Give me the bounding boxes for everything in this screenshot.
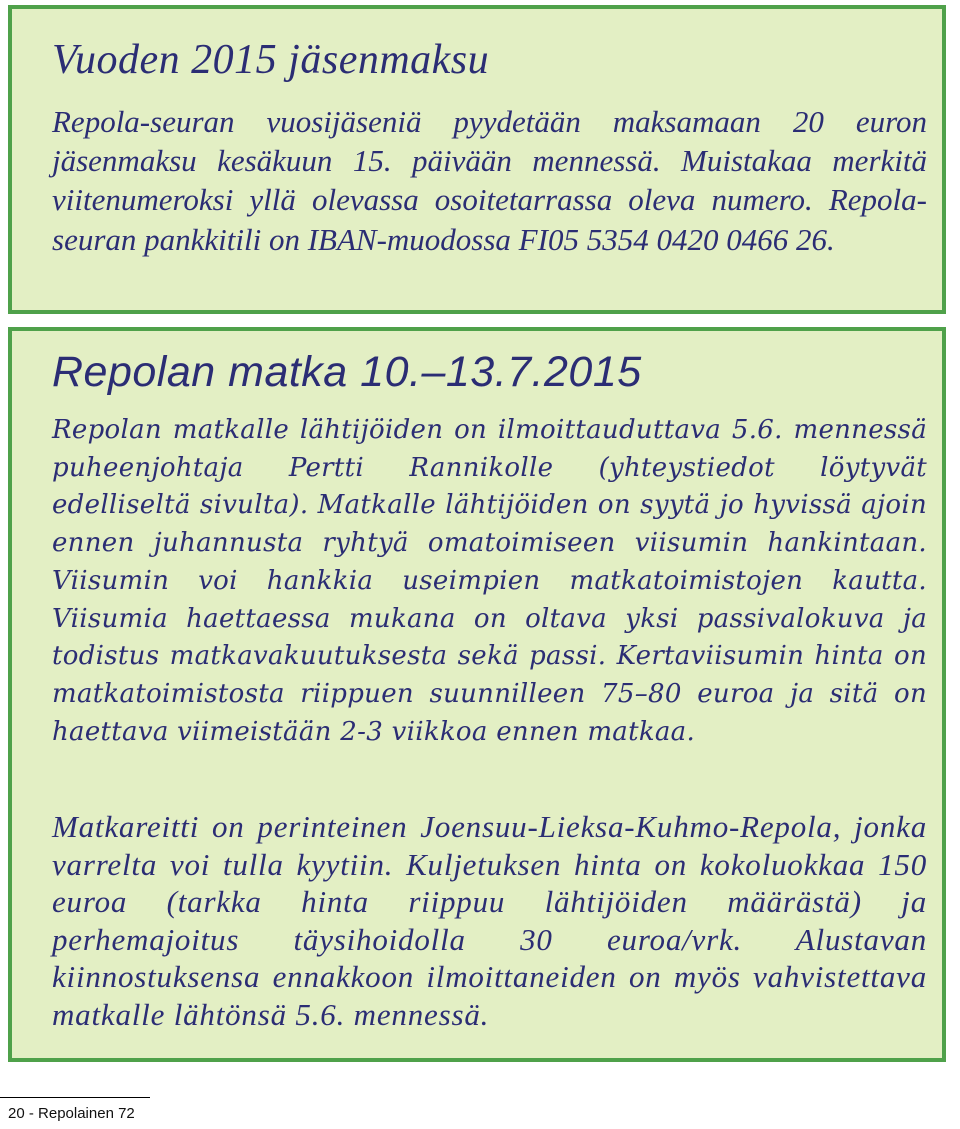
page-footer: 20 - Repolainen 72 [8,1105,135,1122]
membership-fee-title: Vuoden 2015 jäsenmaksu [52,37,490,83]
footer-divider [0,1097,150,1098]
membership-fee-box [8,5,946,314]
repola-trip-box [8,327,946,1062]
repola-trip-registration-text: Repolan matkalle lähtijöiden on ilmoittauduttava 5.6. mennessä puheenjohtaja Pertti Rannikolle (yhteystiedot löytyvät edelliseltä sivulta). Matkalle lähtijöiden on syytä jo hyvissä ajoin ennen juhannusta ryhtyä omatoimiseen viisumin hankintaan. Viisumin voi hankkia useimpien matkatoimistojen kautta. Viisumia haettaessa mukana on oltava yksi passivalokuva ja todistus matkavakuutuksesta sekä passi. Kertaviisumin hinta on matkatoimistosta riippuen suunnilleen 75–80 euroa ja sitä on haettava viimeistään 2-3 viikkoa ennen matkaa. [52,415,927,747]
membership-fee-text: Repola-seuran vuosijäseniä pyydetään maksamaan 20 euron jäsenmaksu kesäkuun 15. päivään mennessä. Muistakaa merkitä viitenumeroksi yllä olevassa osoitetarrassa oleva numero. Repola-seuran pankkitili on IBAN-muodossa FI05 5354 0420 0466 26. [52,104,927,257]
repola-trip-title: Repolan matka 10.–13.7.2015 [52,348,642,396]
repola-trip-route-text: Matkareitti on perinteinen Joensuu-Lieksa-Kuhmo-Repola, jonka varrelta voi tulla kyytiin. Kuljetuksen hinta on kokoluokkaa 150 euroa (tarkka hinta riippuu lähtijöiden määrästä) ja perhemajoitus täysihoidolla 30 euroa/vrk. Alustavan kiinnostuksensa ennakkoon ilmoittaneiden on myös vahvistettava matkalle lähtönsä 5.6. mennessä. [52,809,927,1032]
